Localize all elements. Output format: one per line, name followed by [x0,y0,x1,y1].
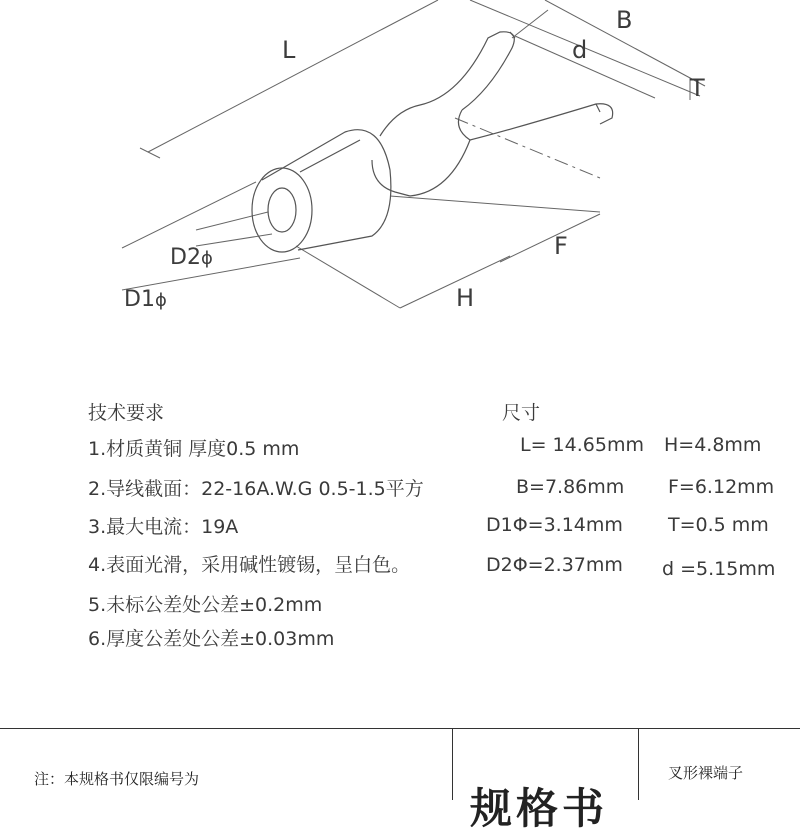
spec-title: 规格书 [470,784,609,833]
dimension-value: D1Φ=3.14mm [486,514,623,536]
label-D2 [170,245,213,270]
dimensions-heading: 尺寸 [502,402,541,424]
label-H: H [456,284,475,312]
terminal-drawing [0,0,800,370]
label-D1-phi: ϕ [154,290,167,311]
dimension-value: H=4.8mm [664,434,762,456]
product-name: 叉形裸端子 [668,764,744,782]
requirement-item: 5.未标公差处公差±0.2mm [88,594,323,616]
requirement-item: 2.导线截面：22-16A.W.G 0.5-1.5平方 [88,478,424,500]
requirement-item: 1.材质黄铜 厚度0.5 mm [88,438,300,460]
dimension-value: D2Φ=2.37mm [486,554,623,576]
title-block-note: 注：本规格书仅限编号为 [34,770,200,788]
terminal-barrel [252,130,391,252]
label-F: F [554,232,568,260]
requirement-item: 3.最大电流：19A [88,516,239,538]
dimension-value: d =5.15mm [662,558,776,580]
title-block-divider [452,728,453,800]
label-L: L [282,36,296,64]
dimension-value: B=7.86mm [516,476,625,498]
requirement-item: 4.表面光滑，采用碱性镀锡，呈白色。 [88,554,411,576]
dimension-value: T=0.5 mm [668,514,769,536]
label-T: T [690,74,705,102]
dimension-value: L= 14.65mm [520,434,644,456]
label-D2-phi: ϕ [200,248,213,269]
requirements-heading: 技术要求 [88,402,165,424]
label-B: B [616,6,633,34]
requirement-item: 6.厚度公差处公差±0.03mm [88,628,335,650]
label-D2-main: D2 [170,245,201,270]
label-D1 [124,287,167,312]
dimension-value: F=6.12mm [668,476,775,498]
label-D1-main: D1 [124,287,155,312]
label-d: d [572,36,588,64]
title-block-divider [638,728,639,800]
